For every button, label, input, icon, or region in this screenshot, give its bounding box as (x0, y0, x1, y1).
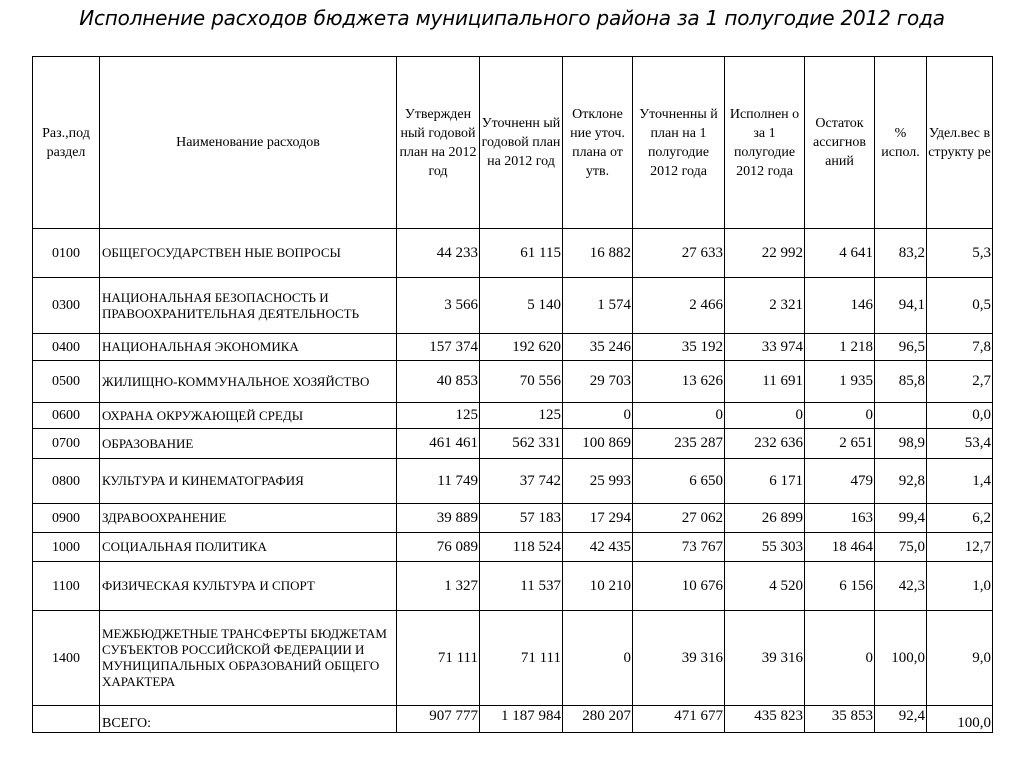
cell-share: 0,0 (927, 403, 993, 429)
cell-code: 0500 (33, 361, 100, 403)
cell-remaining: 0 (805, 611, 875, 706)
cell-revised: 562 331 (480, 429, 563, 459)
cell-revised: 192 620 (480, 334, 563, 361)
cell-name: НАЦИОНАЛЬНАЯ ЭКОНОМИКА (100, 334, 397, 361)
cell-half-year-plan: 27 062 (633, 504, 725, 533)
cell-share: 1,0 (927, 562, 993, 611)
cell-code: 0400 (33, 334, 100, 361)
header-approved-plan: Утвержден ный годовой план на 2012 год (397, 57, 480, 229)
cell-share: 7,8 (927, 334, 993, 361)
cell-name: ЖИЛИЩНО-КОММУНАЛЬНОЕ ХОЗЯЙСТВО (100, 361, 397, 403)
cell-revised: 70 556 (480, 361, 563, 403)
cell-percent: 92,8 (875, 459, 927, 504)
cell-code: 0100 (33, 229, 100, 278)
cell-executed: 26 899 (725, 504, 805, 533)
total-row (33, 706, 993, 733)
cell-deviation: 0 (563, 403, 633, 429)
cell-revised: 5 140 (480, 278, 563, 334)
cell-approved: 907 777 (397, 706, 480, 733)
cell-share: 0,5 (927, 278, 993, 334)
cell-percent: 75,0 (875, 533, 927, 562)
cell-remaining: 163 (805, 504, 875, 533)
table-row (33, 562, 993, 611)
cell-code: 0800 (33, 459, 100, 504)
cell-executed: 2 321 (725, 278, 805, 334)
cell-name: ЗДРАВООХРАНЕНИЕ (100, 504, 397, 533)
table-row (33, 611, 993, 706)
cell-approved: 125 (397, 403, 480, 429)
cell-executed: 4 520 (725, 562, 805, 611)
cell-percent: 100,0 (875, 611, 927, 706)
cell-percent (875, 403, 927, 429)
cell-revised: 118 524 (480, 533, 563, 562)
cell-code: 1100 (33, 562, 100, 611)
cell-name: ОБРАЗОВАНИЕ (100, 429, 397, 459)
header-executed: Исполнен о за 1 полугодие 2012 года (725, 57, 805, 229)
cell-half-year-plan: 471 677 (633, 706, 725, 733)
table-row (33, 334, 993, 361)
cell-revised: 37 742 (480, 459, 563, 504)
cell-percent: 83,2 (875, 229, 927, 278)
cell-approved: 3 566 (397, 278, 480, 334)
table-header-row (33, 57, 993, 229)
cell-revised: 71 111 (480, 611, 563, 706)
cell-code: 0700 (33, 429, 100, 459)
cell-remaining: 4 641 (805, 229, 875, 278)
cell-remaining: 35 853 (805, 706, 875, 733)
cell-percent: 98,9 (875, 429, 927, 459)
cell-percent: 96,5 (875, 334, 927, 361)
cell-approved: 157 374 (397, 334, 480, 361)
cell-revised: 61 115 (480, 229, 563, 278)
table-row (33, 429, 993, 459)
cell-revised: 57 183 (480, 504, 563, 533)
cell-code: 0900 (33, 504, 100, 533)
cell-remaining: 6 156 (805, 562, 875, 611)
header-deviation: Отклоне ние уточ. плана от утв. (563, 57, 633, 229)
cell-percent: 42,3 (875, 562, 927, 611)
cell-executed: 0 (725, 403, 805, 429)
header-percent: % испол. (875, 57, 927, 229)
cell-share: 100,0 (927, 706, 993, 733)
cell-deviation: 35 246 (563, 334, 633, 361)
cell-remaining: 479 (805, 459, 875, 504)
cell-share: 6,2 (927, 504, 993, 533)
cell-percent: 99,4 (875, 504, 927, 533)
table-row (33, 403, 993, 429)
cell-deviation: 25 993 (563, 459, 633, 504)
cell-approved: 40 853 (397, 361, 480, 403)
cell-half-year-plan: 6 650 (633, 459, 725, 504)
cell-half-year-plan: 39 316 (633, 611, 725, 706)
cell-half-year-plan: 10 676 (633, 562, 725, 611)
cell-revised: 1 187 984 (480, 706, 563, 733)
cell-executed: 11 691 (725, 361, 805, 403)
header-expense-name: Наименование расходов (100, 57, 397, 229)
cell-executed: 435 823 (725, 706, 805, 733)
cell-deviation: 29 703 (563, 361, 633, 403)
cell-approved: 76 089 (397, 533, 480, 562)
header-half-year-plan: Уточненны й план на 1 полугодие 2012 года (633, 57, 725, 229)
cell-half-year-plan: 35 192 (633, 334, 725, 361)
cell-name: НАЦИОНАЛЬНАЯ БЕЗОПАСНОСТЬ И ПРАВООХРАНИТЕЛЬНАЯ ДЕЯТЕЛЬНОСТЬ (100, 278, 397, 334)
table-row (33, 361, 993, 403)
cell-executed: 232 636 (725, 429, 805, 459)
table-row (33, 459, 993, 504)
cell-deviation: 10 210 (563, 562, 633, 611)
cell-share: 53,4 (927, 429, 993, 459)
cell-half-year-plan: 0 (633, 403, 725, 429)
cell-half-year-plan: 73 767 (633, 533, 725, 562)
cell-deviation: 17 294 (563, 504, 633, 533)
cell-remaining: 1 935 (805, 361, 875, 403)
cell-percent: 92,4 (875, 706, 927, 733)
cell-remaining: 1 218 (805, 334, 875, 361)
cell-name: СОЦИАЛЬНАЯ ПОЛИТИКА (100, 533, 397, 562)
cell-share: 12,7 (927, 533, 993, 562)
cell-deviation: 0 (563, 611, 633, 706)
cell-code: 1400 (33, 611, 100, 706)
cell-deviation: 1 574 (563, 278, 633, 334)
cell-name: МЕЖБЮДЖЕТНЫЕ ТРАНСФЕРТЫ БЮДЖЕТАМ СУБЪЕКТОВ РОССИЙСКОЙ ФЕДЕРАЦИИ И МУНИЦИПАЛЬНЫХ ОБРАЗОВАНИЙ ОБЩЕГО ХАРАКТЕРА (100, 611, 397, 706)
cell-approved: 461 461 (397, 429, 480, 459)
cell-share: 5,3 (927, 229, 993, 278)
cell-name: ВСЕГО: (100, 706, 397, 733)
cell-share: 9,0 (927, 611, 993, 706)
cell-half-year-plan: 235 287 (633, 429, 725, 459)
cell-name: КУЛЬТУРА И КИНЕМАТОГРАФИЯ (100, 459, 397, 504)
cell-name: ОБЩЕГОСУДАРСТВЕН НЫЕ ВОПРОСЫ (100, 229, 397, 278)
cell-code: 1000 (33, 533, 100, 562)
header-section-code: Раз.,под раздел (33, 57, 100, 229)
cell-name: ФИЗИЧЕСКАЯ КУЛЬТУРА И СПОРТ (100, 562, 397, 611)
cell-remaining: 146 (805, 278, 875, 334)
cell-remaining: 18 464 (805, 533, 875, 562)
cell-approved: 1 327 (397, 562, 480, 611)
cell-code: 0600 (33, 403, 100, 429)
cell-code (33, 706, 100, 733)
cell-deviation: 16 882 (563, 229, 633, 278)
header-remaining: Остаток ассигнов аний (805, 57, 875, 229)
cell-executed: 33 974 (725, 334, 805, 361)
cell-name: ОХРАНА ОКРУЖАЮЩЕЙ СРЕДЫ (100, 403, 397, 429)
cell-approved: 44 233 (397, 229, 480, 278)
cell-half-year-plan: 27 633 (633, 229, 725, 278)
cell-executed: 39 316 (725, 611, 805, 706)
cell-executed: 6 171 (725, 459, 805, 504)
cell-approved: 71 111 (397, 611, 480, 706)
cell-share: 1,4 (927, 459, 993, 504)
table-row (33, 504, 993, 533)
cell-percent: 94,1 (875, 278, 927, 334)
table-row (33, 229, 993, 278)
cell-deviation: 100 869 (563, 429, 633, 459)
table-row (33, 278, 993, 334)
cell-half-year-plan: 13 626 (633, 361, 725, 403)
table-row (33, 533, 993, 562)
cell-deviation: 42 435 (563, 533, 633, 562)
cell-remaining: 0 (805, 403, 875, 429)
cell-deviation: 280 207 (563, 706, 633, 733)
cell-remaining: 2 651 (805, 429, 875, 459)
cell-approved: 11 749 (397, 459, 480, 504)
cell-revised: 11 537 (480, 562, 563, 611)
cell-code: 0300 (33, 278, 100, 334)
cell-executed: 22 992 (725, 229, 805, 278)
cell-half-year-plan: 2 466 (633, 278, 725, 334)
page-title: Исполнение расходов бюджета муниципального района за 1 полугодие 2012 года (79, 6, 945, 30)
cell-share: 2,7 (927, 361, 993, 403)
cell-approved: 39 889 (397, 504, 480, 533)
cell-percent: 85,8 (875, 361, 927, 403)
cell-executed: 55 303 (725, 533, 805, 562)
cell-revised: 125 (480, 403, 563, 429)
header-revised-plan: Уточненн ый годовой план на 2012 год (480, 57, 563, 229)
budget-table (32, 56, 993, 733)
header-share: Удел.вес в структу ре (927, 57, 993, 229)
